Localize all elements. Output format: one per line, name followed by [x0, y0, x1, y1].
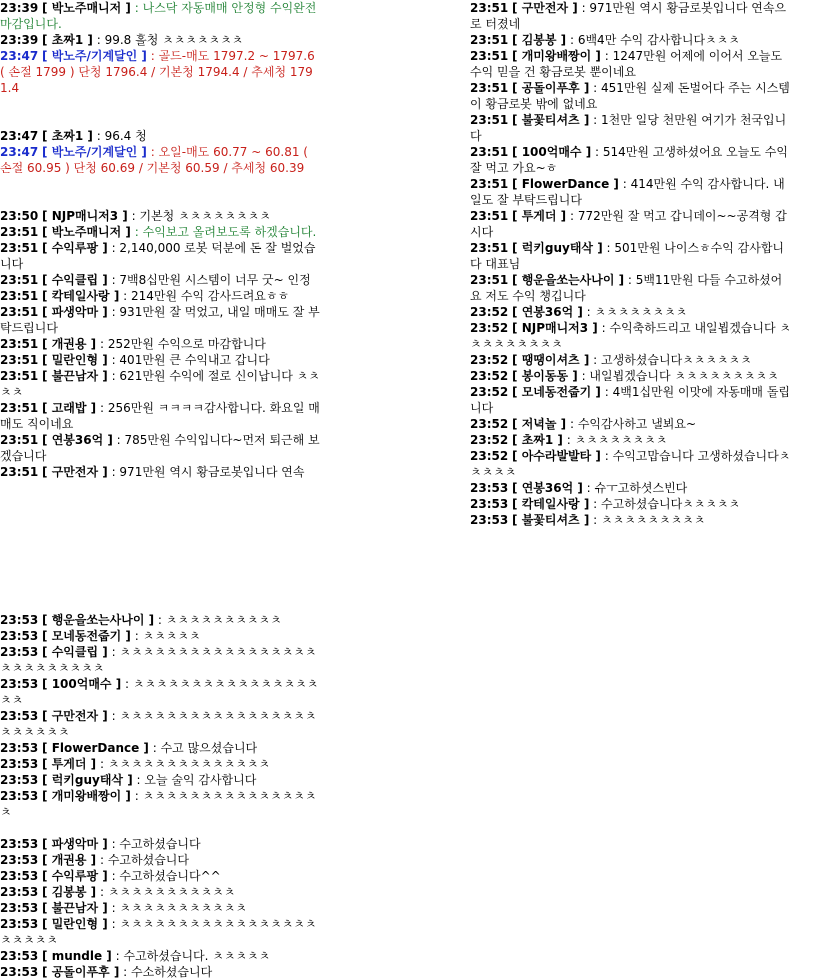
blank-line: [0, 96, 322, 112]
message-sender: [ 공돌이푸후 ]: [512, 81, 590, 95]
message-text: : 수익보고 올려보도록 하겠습니다.: [134, 225, 317, 239]
message-time: 23:53: [0, 677, 39, 691]
message-sender: [ 밀란인형 ]: [42, 917, 108, 931]
message-sender: [ 모네동전줍기 ]: [42, 629, 131, 643]
message-sender: [ mundle ]: [42, 949, 112, 963]
blank-line: [0, 112, 322, 128]
message-text: : ㅊㅊㅊㅊㅊㅊㅊㅊㅊㅊㅊㅊㅊㅊㅊㅊ: [0, 789, 317, 819]
chat-message: [470, 416, 792, 432]
chat-message: [0, 884, 322, 900]
message-time: 23:51: [470, 1, 509, 15]
message-time: 23:39: [0, 1, 39, 15]
chat-message: [0, 368, 322, 400]
message-sender: [ 김봉봉 ]: [42, 885, 97, 899]
message-sender: [ NJP매니저3 ]: [512, 321, 598, 335]
chat-message: [470, 320, 792, 352]
message-text: : ㅊㅊㅊㅊㅊㅊㅊㅊㅊㅊㅊㅊㅊㅊㅊㅊㅊㅊㅊㅊㅊㅊ: [0, 917, 317, 947]
chat-message: [0, 224, 322, 240]
chat-message: [0, 208, 322, 224]
message-time: 23:53: [0, 613, 39, 627]
message-sender: [ 연봉36억 ]: [512, 305, 583, 319]
chat-message: [0, 644, 322, 676]
message-text: : ㅊㅊㅊㅊㅊㅊㅊㅊㅊㅊㅊ: [111, 901, 247, 915]
message-time: 23:52: [470, 305, 509, 319]
message-sender: [ 초짜1 ]: [42, 33, 93, 47]
message-time: 23:47: [0, 49, 39, 63]
message-sender: [ FlowerDance ]: [512, 177, 619, 191]
message-sender: [ 투게더 ]: [512, 209, 567, 223]
chat-message: [470, 32, 792, 48]
message-time: 23:52: [470, 417, 509, 431]
message-time: 23:51: [470, 177, 509, 191]
message-text: : ㅊㅊㅊㅊㅊ: [134, 629, 201, 643]
message-time: 23:51: [0, 337, 39, 351]
blank-line: [0, 176, 322, 192]
chat-message: [470, 208, 792, 240]
message-sender: [ 칵테일사랑 ]: [42, 289, 120, 303]
message-text: : 수익감사하고 낼뵈요~: [569, 417, 697, 431]
chat-message: [0, 48, 322, 96]
chat-message: [470, 240, 792, 272]
message-time: 23:53: [0, 901, 39, 915]
chat-message: [470, 496, 792, 512]
chat-message: [0, 128, 322, 144]
message-sender: [ FlowerDance ]: [42, 741, 149, 755]
chat-message: [0, 144, 322, 176]
message-text: : 수고 많으셨습니다: [152, 741, 258, 755]
chat-message: [0, 756, 322, 772]
message-text: : 내일뵙겠습니다 ㅊㅊㅊㅊㅊㅊㅊㅊㅊ: [581, 369, 779, 383]
message-text: : 931만원 잘 먹었고, 내일 매매도 잘 부탁드립니다: [0, 305, 320, 335]
chat-message: [470, 272, 792, 304]
message-sender: [ 불꽃티셔츠 ]: [512, 113, 590, 127]
message-time: 23:53: [0, 773, 39, 787]
message-time: 23:51: [0, 305, 39, 319]
message-sender: [ 수익루팡 ]: [42, 869, 108, 883]
message-text: : 4백1십만원 이맛에 자동매매 돌립니다: [470, 385, 791, 415]
message-time: 23:52: [470, 433, 509, 447]
message-sender: [ 초짜1 ]: [42, 129, 93, 143]
message-time: 23:52: [470, 449, 509, 463]
message-time: 23:53: [0, 741, 39, 755]
message-sender: [ 구만전자 ]: [512, 1, 578, 15]
chat-message: [0, 32, 322, 48]
message-time: 23:51: [0, 465, 39, 479]
message-text: : 수고하셨습니다^^: [111, 869, 221, 883]
message-time: 23:51: [0, 433, 39, 447]
message-text: : ㅊㅊㅊㅊㅊㅊㅊㅊㅊㅊㅊㅊㅊㅊㅊㅊㅊㅊ: [0, 677, 319, 707]
message-text: : 6백4만 수익 감사합니다ㅊㅊㅊ: [569, 33, 740, 47]
message-time: 23:53: [470, 513, 509, 527]
message-time: 23:53: [0, 789, 39, 803]
message-sender: [ 불끈남자 ]: [42, 369, 108, 383]
message-time: 23:47: [0, 145, 39, 159]
chat-message: [0, 868, 322, 884]
message-time: 23:51: [0, 273, 39, 287]
message-text: : 1천만 일당 천만원 여기가 천국입니다: [470, 113, 787, 143]
message-time: 23:53: [470, 481, 509, 495]
message-text: : ㅊㅊㅊㅊㅊㅊㅊㅊㅊㅊㅊ: [99, 885, 236, 899]
message-sender: [ 개미왕배짱이 ]: [512, 49, 601, 63]
message-text: : 501만원 나이스ㅎ수익 감사합니다 대표님: [470, 241, 785, 271]
message-sender: [ 연봉36억 ]: [42, 433, 113, 447]
message-text: : 96.4 청: [96, 129, 147, 143]
chat-message: [470, 144, 792, 176]
message-sender: [ 럭키guy태삭 ]: [42, 773, 133, 787]
message-text: : 2,140,000 로봇 덕분에 돈 잘 벌었습니다: [0, 241, 316, 271]
message-text: : 451만원 실제 돈벌어다 주는 시스템이 황금로봇 밖에 없네요: [470, 81, 790, 111]
message-text: : 772만원 잘 먹고 갑니데이~~공격형 갑시다: [470, 209, 787, 239]
message-time: 23:39: [0, 33, 39, 47]
chat-message: [0, 964, 322, 980]
message-time: 23:53: [0, 853, 39, 867]
message-time: 23:52: [470, 353, 509, 367]
message-text: : 슈ㅜ고하셧스빈다: [586, 481, 688, 495]
chat-message: [0, 788, 322, 820]
message-time: 23:53: [0, 965, 39, 979]
chat-message: [470, 352, 792, 368]
message-sender: [ 칵테일사랑 ]: [512, 497, 590, 511]
chat-message: [0, 272, 322, 288]
chat-message: [0, 336, 322, 352]
chat-message: [0, 628, 322, 644]
message-sender: [ 연봉36억 ]: [512, 481, 583, 495]
message-text: : ㅊㅊㅊㅊㅊㅊㅊㅊㅊㅊ: [157, 613, 282, 627]
message-sender: [ 땡땡이셔츠 ]: [512, 353, 590, 367]
chat-message: [470, 176, 792, 208]
message-sender: [ 럭키guy태삭 ]: [512, 241, 603, 255]
message-text: : 401만원 큰 수익내고 갑니다: [111, 353, 270, 367]
message-time: 23:53: [0, 949, 39, 963]
message-time: 23:51: [0, 241, 39, 255]
message-time: 23:47: [0, 129, 39, 143]
message-time: 23:51: [470, 273, 509, 287]
message-time: 23:51: [470, 81, 509, 95]
message-text: : 수고하셨습니다. ㅊㅊㅊㅊㅊ: [115, 949, 271, 963]
chat-message: [0, 304, 322, 336]
message-sender: [ 수익클립 ]: [42, 273, 108, 287]
message-text: : 기본청 ㅊㅊㅊㅊㅊㅊㅊㅊ: [131, 209, 271, 223]
message-text: : ㅊㅊㅊㅊㅊㅊㅊㅊ: [586, 305, 688, 319]
blank-line: [0, 192, 322, 208]
chat-message: [470, 432, 792, 448]
message-time: 23:51: [470, 33, 509, 47]
message-sender: [ 행운을쏘는사나이 ]: [512, 273, 625, 287]
message-time: 23:50: [0, 209, 39, 223]
message-sender: [ 봉이동동 ]: [512, 369, 578, 383]
message-text: : ㅊㅊㅊㅊㅊㅊㅊㅊㅊ: [593, 513, 706, 527]
message-text: : ㅊㅊㅊㅊㅊㅊㅊㅊㅊㅊㅊㅊㅊㅊ: [99, 757, 271, 771]
message-sender: [ 개미왕배짱이 ]: [42, 789, 131, 803]
message-sender: [ 개권용 ]: [42, 853, 97, 867]
message-time: 23:53: [0, 629, 39, 643]
message-sender: [ 박노주/기계달인 ]: [42, 49, 147, 63]
chat-message: [470, 304, 792, 320]
message-text: : 수고하셨습니다ㅊㅊㅊㅊㅊ: [593, 497, 741, 511]
message-sender: [ 파생악마 ]: [42, 305, 108, 319]
chat-message: [0, 288, 322, 304]
message-text: : 621만원 수익에 절로 신이납니다 ㅊㅊㅊㅊ: [0, 369, 320, 399]
message-text: : 7백8십만원 시스템이 너무 굿~ 인정: [111, 273, 311, 287]
chat-log-panel-2: [470, 0, 792, 530]
message-text: : 고생하셨습니다ㅊㅊㅊㅊㅊㅊ: [593, 353, 752, 367]
message-time: 23:53: [0, 869, 39, 883]
message-text: : ㅊㅊㅊㅊㅊㅊㅊㅊㅊㅊㅊㅊㅊㅊㅊㅊㅊㅊㅊㅊㅊㅊㅊㅊㅊㅊ: [0, 645, 317, 675]
message-sender: [ 100억매수 ]: [512, 145, 592, 159]
chat-message: [0, 916, 322, 948]
message-time: 23:51: [470, 113, 509, 127]
message-time: 23:53: [0, 645, 39, 659]
message-sender: [ 초짜1 ]: [512, 433, 563, 447]
message-text: : 971만원 역시 황금로봇입니다 연속으로 터졌네: [470, 1, 787, 31]
message-sender: [ 밀란인형 ]: [42, 353, 108, 367]
message-sender: [ 불꽃티셔츠 ]: [512, 513, 590, 527]
message-text: : 971만원 역시 황금로봇입니다 연속: [111, 465, 305, 479]
message-sender: [ 수익루팡 ]: [42, 241, 108, 255]
chat-message: [0, 772, 322, 788]
message-sender: [ 모네동전줍기 ]: [512, 385, 601, 399]
chat-message: [0, 0, 322, 32]
message-text: : 99.8 홀청 ㅊㅊㅊㅊㅊㅊㅊ: [96, 33, 244, 47]
message-sender: [ 파생악마 ]: [42, 837, 108, 851]
message-sender: [ 구만전자 ]: [42, 465, 108, 479]
message-time: 23:51: [470, 145, 509, 159]
message-text: : 골드-매도 1797.2 ~ 1797.6 ( 손절 1799 ) 단청 1796.4 / 기본청 1794.4 / 추세청 1791.4: [0, 49, 315, 95]
message-sender: [ 박노주/기계달인 ]: [42, 145, 147, 159]
chat-message: [470, 368, 792, 384]
chat-log-panel-1: [0, 0, 322, 530]
chat-message: [470, 80, 792, 112]
message-text: : 나스닥 자동매매 안정형 수익완전 마감입니다.: [0, 1, 317, 31]
message-text: : 214만원 수익 감사드려요ㅎㅎ: [123, 289, 290, 303]
chat-message: [0, 900, 322, 916]
message-sender: [ 공돌이푸후 ]: [42, 965, 120, 979]
chat-message: [470, 0, 792, 32]
message-text: : 수고하셨습니다: [99, 853, 189, 867]
chat-message: [470, 512, 792, 528]
message-time: 23:53: [0, 837, 39, 851]
message-sender: [ 행운을쏘는사나이 ]: [42, 613, 155, 627]
message-text: : 오일-매도 60.77 ~ 60.81 ( 손절 60.95 ) 단청 60.69 / 기본청 60.59 / 추세청 60.39: [0, 145, 308, 175]
message-time: 23:53: [0, 757, 39, 771]
message-time: 23:51: [0, 225, 39, 239]
message-time: 23:53: [0, 917, 39, 931]
message-sender: [ NJP매니저3 ]: [42, 209, 128, 223]
message-text: : 5백11만원 다들 수고하셨어요 저도 수익 챙깁니다: [470, 273, 783, 303]
message-time: 23:52: [470, 369, 509, 383]
chat-message: [0, 464, 322, 480]
chat-message: [470, 384, 792, 416]
chat-message: [0, 836, 322, 852]
message-time: 23:53: [470, 497, 509, 511]
message-text: : 오늘 술익 감사합니다: [136, 773, 257, 787]
message-time: 23:52: [470, 321, 509, 335]
message-time: 23:53: [0, 885, 39, 899]
message-text: : 514만원 고생하셨어요 오늘도 수익 잘 먹고 가요~ㅎ: [470, 145, 788, 175]
chat-message: [470, 448, 792, 480]
blank-line: [0, 820, 322, 836]
chat-message: [0, 240, 322, 272]
message-sender: [ 수익클립 ]: [42, 645, 108, 659]
chat-message: [470, 480, 792, 496]
message-time: 23:51: [0, 289, 39, 303]
chat-message: [0, 708, 322, 740]
message-text: : 785만원 수익입니다~먼저 퇴근해 보겠습니다: [0, 433, 320, 463]
message-time: 23:52: [470, 385, 509, 399]
message-text: : 256만원 ㅋㅋㅋㅋ감사합니다. 화요일 매매도 직이네요: [0, 401, 320, 431]
chat-message: [0, 852, 322, 868]
message-text: : 1247만원 어제에 이어서 오늘도 수익 믿을 건 황금로봇 뿐이네요: [470, 49, 783, 79]
message-text: : 수익축하드리고 내일뵙겠습니다 ㅊㅊㅊㅊㅊㅊㅊㅊㅊ: [470, 321, 791, 351]
message-sender: [ 구만전자 ]: [42, 709, 108, 723]
message-sender: [ 개권용 ]: [42, 337, 97, 351]
message-text: : 수익고맙습니다 고생하셨습니다ㅊㅊㅊㅊㅊ: [470, 449, 791, 479]
message-sender: [ 아수라발발타 ]: [512, 449, 601, 463]
message-sender: [ 김봉봉 ]: [512, 33, 567, 47]
message-time: 23:51: [470, 241, 509, 255]
chat-message: [0, 352, 322, 368]
chat-message: [0, 612, 322, 628]
chat-message: [470, 48, 792, 80]
message-text: : ㅊㅊㅊㅊㅊㅊㅊㅊ: [566, 433, 668, 447]
chat-message: [470, 112, 792, 144]
message-text: : 252만원 수익으로 마감합니다: [99, 337, 266, 351]
message-time: 23:51: [470, 209, 509, 223]
message-text: : 414만원 수익 감사합니다. 내일도 잘 부탁드립니다: [470, 177, 785, 207]
chat-message: [0, 400, 322, 432]
chat-message: [0, 948, 322, 964]
message-time: 23:51: [470, 49, 509, 63]
message-text: : ㅊㅊㅊㅊㅊㅊㅊㅊㅊㅊㅊㅊㅊㅊㅊㅊㅊㅊㅊㅊㅊㅊㅊ: [0, 709, 317, 739]
message-sender: [ 고래밥 ]: [42, 401, 97, 415]
message-time: 23:51: [0, 401, 39, 415]
chat-message: [0, 676, 322, 708]
message-text: : 수고하셨습니다: [111, 837, 201, 851]
chat-message: [0, 432, 322, 464]
chat-log-panel-3: [0, 612, 322, 979]
message-sender: [ 박노주매니저 ]: [42, 225, 131, 239]
message-sender: [ 투게더 ]: [42, 757, 97, 771]
message-sender: [ 100억매수 ]: [42, 677, 122, 691]
message-sender: [ 불끈남자 ]: [42, 901, 108, 915]
message-sender: [ 저녁놀 ]: [512, 417, 567, 431]
message-time: 23:51: [0, 369, 39, 383]
message-time: 23:53: [0, 709, 39, 723]
message-text: : 수소하셨습니다: [123, 965, 213, 979]
message-sender: [ 박노주매니저 ]: [42, 1, 131, 15]
chat-message: [0, 740, 322, 756]
message-time: 23:51: [0, 353, 39, 367]
